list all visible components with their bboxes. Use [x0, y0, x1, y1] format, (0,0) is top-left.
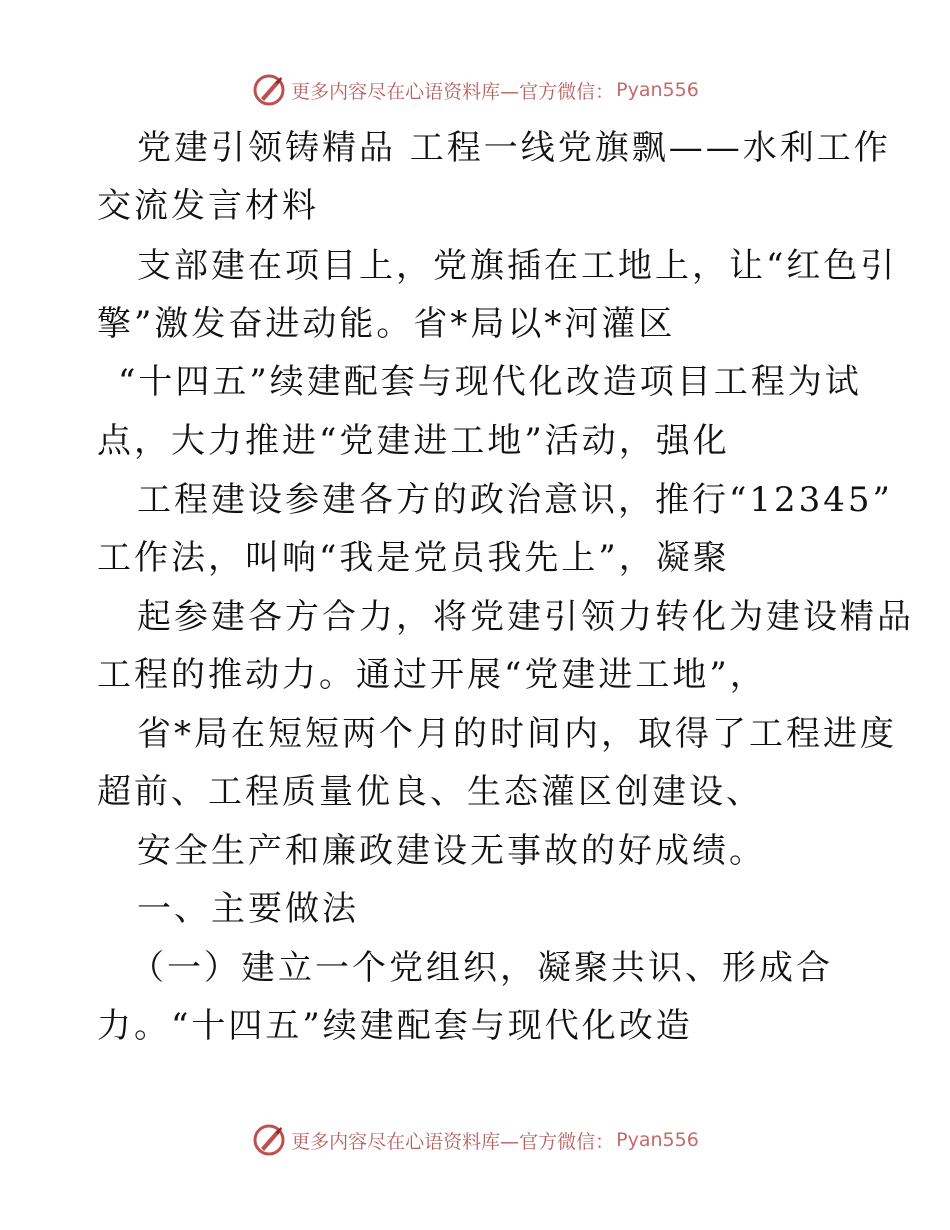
body-text-line: 起参建各方合力，将党建引领力转化为建设精品: [137, 597, 914, 637]
document-title-line-2: 交流发言材料: [97, 186, 319, 226]
watermark-wechat-id: Pyan556: [616, 1129, 699, 1151]
body-text-line: 工程的推动力。通过开展“党建进工地”，: [97, 655, 767, 695]
watermark-wechat-id: Pyan556: [616, 79, 699, 101]
red-pen-logo-icon: [251, 1122, 287, 1158]
body-text-line: 工作法，叫响“我是党员我先上”，凝聚: [97, 538, 730, 578]
body-text-line: 力。“十四五”续建配套与现代化改造: [97, 1006, 693, 1046]
section-heading: 一、主要做法: [137, 889, 359, 929]
body-text-line: 点，大力推进“党建进工地”活动，强化: [97, 421, 730, 461]
body-text-line: “十四五”续建配套与现代化改造项目工程为试: [118, 362, 862, 402]
header-watermark: [0, 70, 950, 110]
body-text-line: 擎”激发奋进动能。省*局以*河灌区: [97, 304, 676, 344]
document-title-line-1: 党建引领铸精品 工程一线党旗飘——水利工作: [137, 128, 891, 168]
subsection-heading: （一）建立一个党组织，凝聚共识、形成合: [130, 948, 833, 988]
footer-watermark: [0, 1120, 950, 1160]
body-text-line: 安全生产和廉政建设无事故的好成绩。: [137, 831, 766, 871]
watermark-text: 更多内容尽在心语资料库—官方微信：: [291, 80, 615, 103]
body-text-line: 支部建在项目上，党旗插在工地上，让“红色引: [137, 246, 898, 286]
body-text-line: 超前、工程质量优良、生态灌区创建设、: [97, 772, 763, 812]
red-pen-logo-icon: [251, 72, 287, 108]
watermark-text: 更多内容尽在心语资料库—官方微信：: [291, 1130, 615, 1153]
body-text-line: 工程建设参建各方的政治意识，推行“12345”: [137, 480, 893, 520]
body-text-line: 省*局在短短两个月的时间内，取得了工程进度: [137, 714, 897, 754]
